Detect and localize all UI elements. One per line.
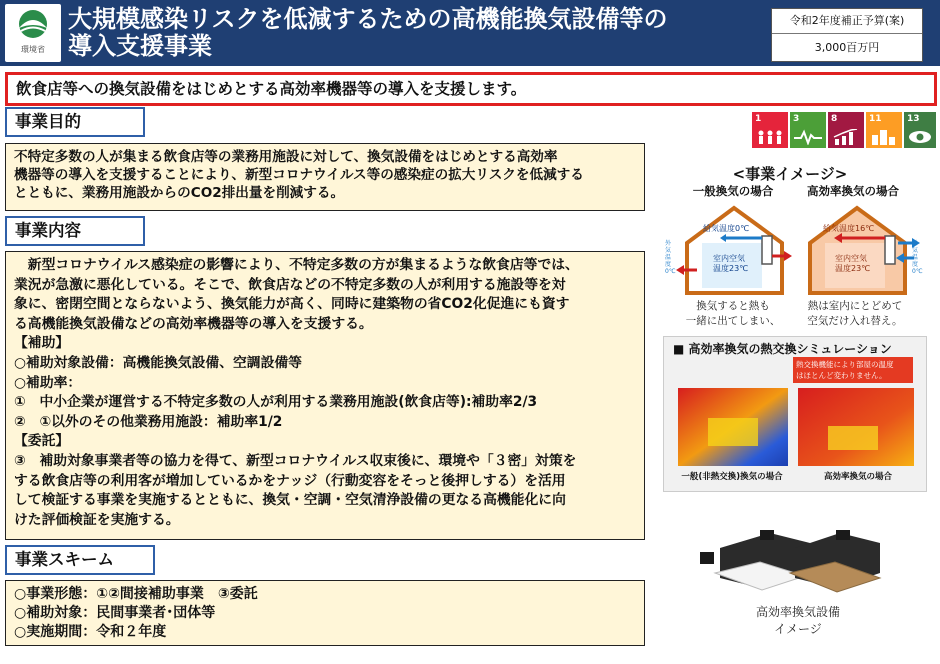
lead-statement: 飲食店等への換気設備をはじめとする高効率機器等の導入を支援します。 <box>5 72 937 106</box>
scheme-line: ○事業形態：①②間接補助事業 ③委託 <box>14 586 258 602</box>
ventilation-diagram <box>662 198 927 298</box>
supply-temp-efficient: 給気温度16℃ <box>823 224 875 233</box>
ventilation-equipment-image <box>700 518 890 603</box>
image-title: <事業イメージ> <box>732 165 848 183</box>
equipment-caption <box>738 604 858 638</box>
simulation-title: ■ 高効率換気の熱交換シミュレーション <box>673 342 892 356</box>
caption-efficient-line: 空気だけ入れ替え。 <box>807 315 903 327</box>
sdg-number: 1 <box>755 114 762 124</box>
sdg-number: 11 <box>869 114 882 124</box>
purpose-line: とともに、業務用施設からのCO2排出量を削減する。 <box>14 185 345 201</box>
outdoor-temp-right: 外気温度0℃ <box>912 240 923 275</box>
outdoor-temp-left: 外気温度0℃ <box>665 240 676 275</box>
content-line: する飲食店等の利用客が増加しているかをナッジ（行動変容をそっと後押しする）を活用 <box>14 472 566 489</box>
room-temp-efficient-line: 温度23℃ <box>835 264 871 273</box>
sdg-8-icon <box>828 112 864 148</box>
page-title <box>68 6 748 60</box>
room-temp-general-line: 温度23℃ <box>713 264 749 273</box>
content-line: 【補助】 <box>14 335 70 352</box>
scheme-line: ○実施期間：令和２年度 <box>14 624 167 640</box>
simulation-note-line: はほとんど変わりません。 <box>796 371 887 380</box>
sdg-1-icon <box>752 112 788 148</box>
sdg-3-icon <box>790 112 826 148</box>
content-line: 【委託】 <box>14 433 70 450</box>
budget-label: 令和2年度補正予算(案) <box>772 9 922 34</box>
ministry-emblem-icon <box>5 4 61 44</box>
purpose-box <box>5 143 645 211</box>
sdg-number: 13 <box>907 114 920 124</box>
content-line: ② ①以外のその他業務用施設：補助率1/2 <box>14 413 283 430</box>
purpose-line: 機器等の導入を支援することにより、新型コロナウイルス等の感染症の拡大リスクを低減する <box>14 167 584 183</box>
scheme-line: ○補助対象：民間事業者･団体等 <box>14 605 216 621</box>
caption-efficient <box>800 298 910 328</box>
sdg-number: 3 <box>793 114 800 124</box>
caption-general <box>678 298 788 328</box>
heat-simulation-images <box>678 378 916 466</box>
room-temp-efficient-line: 室内空気 <box>835 254 867 263</box>
caption-efficient-line: 熱は室内にとどめて <box>807 300 903 312</box>
title-line-1: 大規模感染リスクを低減するための高機能換気設備等の <box>68 5 668 33</box>
equipment-caption-line: イメージ <box>774 622 822 636</box>
caption-general-line: 換気すると熱も <box>696 300 770 312</box>
room-temp-general-line: 室内空気 <box>713 254 745 263</box>
ministry-label: 環境省 <box>21 45 45 54</box>
purpose-heading: 事業目的 <box>5 107 145 137</box>
sdg-11-icon <box>866 112 902 148</box>
content-line: る高機能換気設備などの高効率機器等の導入を支援する。 <box>14 315 373 332</box>
sim-caption-general: 一般(非熱交換)換気の場合 <box>681 472 783 482</box>
scheme-box <box>5 580 645 646</box>
caption-general-line: 一緒に出てしまい、 <box>685 315 781 327</box>
content-line: 象に、密閉空間とならないよう、換気能力が高く、同時に建築物の省CO2化促進にも資す <box>14 296 570 313</box>
simulation-note <box>793 357 913 383</box>
content-line: 新型コロナウイルス感染症の影響により、不特定多数の方が集まるような飲食店等では、 <box>14 257 579 273</box>
content-line: ○補助率： <box>14 374 82 391</box>
content-line: ③ 補助対象事業者等の協力を得て、新型コロナウイルス収束後に、環境や「３密」対策を <box>14 452 577 469</box>
room-temp-general <box>713 254 748 274</box>
content-line: ○補助対象設備：高機能換気設備、空調設備等 <box>14 354 302 371</box>
scheme-heading: 事業スキーム <box>5 545 155 575</box>
title-line-2: 導入支援事業 <box>68 32 212 60</box>
sdg-13-icon <box>904 112 936 148</box>
general-ventilation-label: 一般換気の場合 <box>692 184 774 198</box>
equipment-caption-line: 高効率換気設備 <box>755 605 840 619</box>
budget-amount: 3,000百万円 <box>814 41 880 54</box>
content-line: して検証する事業を実施するとともに、換気・空調・空気清浄設備の更なる高機能化に向 <box>14 492 566 509</box>
supply-temp-general: 給気温度0℃ <box>703 224 750 233</box>
ministry-logo <box>5 4 61 62</box>
sdg-number: 8 <box>831 114 838 124</box>
sim-caption-efficient: 高効率換気の場合 <box>823 472 892 482</box>
content-line: ① 中小企業が運営する不特定多数の人が利用する業務用施設(飲食店等):補助率2/3 <box>14 394 538 411</box>
content-line: けた評価検証を実施する。 <box>14 511 180 528</box>
room-temp-efficient <box>835 254 870 274</box>
simulation-note-line: 熱交換機能により部屋の温度 <box>796 360 894 369</box>
budget-box <box>771 8 923 62</box>
content-heading: 事業内容 <box>5 216 145 246</box>
content-box <box>5 251 645 540</box>
purpose-line: 不特定多数の人が集まる飲食店等の業務用施設に対して、換気設備をはじめとする高効率 <box>14 149 558 165</box>
content-line: 業況が急激に悪化している。そこで、飲食店などの不特定多数の人が利用する施設等を対 <box>14 276 566 293</box>
efficient-ventilation-label: 高効率換気の場合 <box>807 184 899 198</box>
